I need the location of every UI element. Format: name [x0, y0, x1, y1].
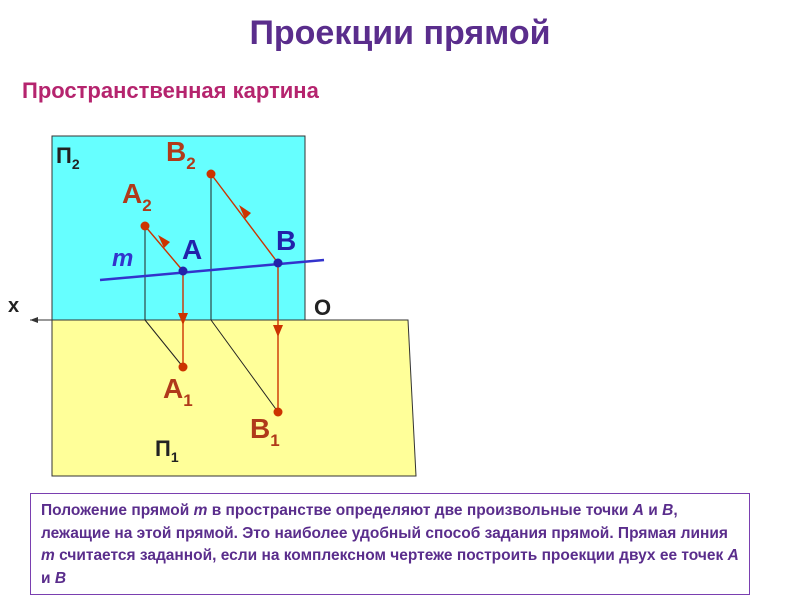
- note-text-1: Положение прямой: [41, 502, 194, 519]
- horizontal-plane: [52, 320, 416, 476]
- point-a2: [141, 222, 150, 231]
- label-b2-sub: 2: [186, 154, 196, 173]
- note-m-2: m: [41, 547, 55, 564]
- note-b-1: В: [662, 502, 674, 519]
- label-pi2-sub: 2: [71, 156, 80, 172]
- x-axis-arrow: [30, 317, 38, 323]
- note-text-5: считается заданной, если на комплексном чертеже построить проекции двух ее точек: [54, 547, 728, 564]
- label-b: B: [276, 225, 297, 256]
- label-a1-sub: 1: [183, 391, 193, 410]
- note-b-2: В: [54, 569, 67, 587]
- note-text-3: и: [643, 502, 663, 519]
- label-b1: $B_1$: [250, 413, 280, 450]
- point-b2: [207, 170, 216, 179]
- point-b1: [274, 408, 283, 417]
- label-a2: $A_2$: [122, 178, 152, 215]
- point-a1: [179, 363, 188, 372]
- point-a: [179, 267, 188, 276]
- page-title: Проекции прямой: [249, 14, 551, 52]
- note-a-2: А: [727, 547, 739, 564]
- note-text-2: в пространстве определяют две произвольные точки: [207, 502, 633, 519]
- note-text-4: , лежащие на этой прямой. Это наиболее удобный способ задания прямой. Прямая линия: [41, 502, 728, 542]
- label-pi1: $П_1$: [155, 436, 179, 465]
- note-m-1: m: [193, 502, 208, 519]
- label-pi2: $П_2$: [56, 143, 80, 172]
- page-subtitle: Пространственная картина: [22, 78, 319, 103]
- label-pi1-sub: 1: [170, 449, 179, 465]
- point-b: [274, 259, 283, 268]
- label-b2: $B_2$: [166, 136, 196, 173]
- label-b1-sub: 1: [270, 431, 280, 450]
- note-a-1: А: [632, 502, 644, 519]
- note-text-6: и: [41, 569, 55, 587]
- label-a: A: [182, 234, 203, 265]
- label-a1: $A_1$: [163, 373, 193, 410]
- explanation-box: [30, 493, 750, 595]
- label-a2-sub: 2: [142, 196, 152, 215]
- label-x: x: [8, 295, 20, 317]
- label-m: m: [112, 245, 134, 272]
- label-o: O: [314, 295, 332, 320]
